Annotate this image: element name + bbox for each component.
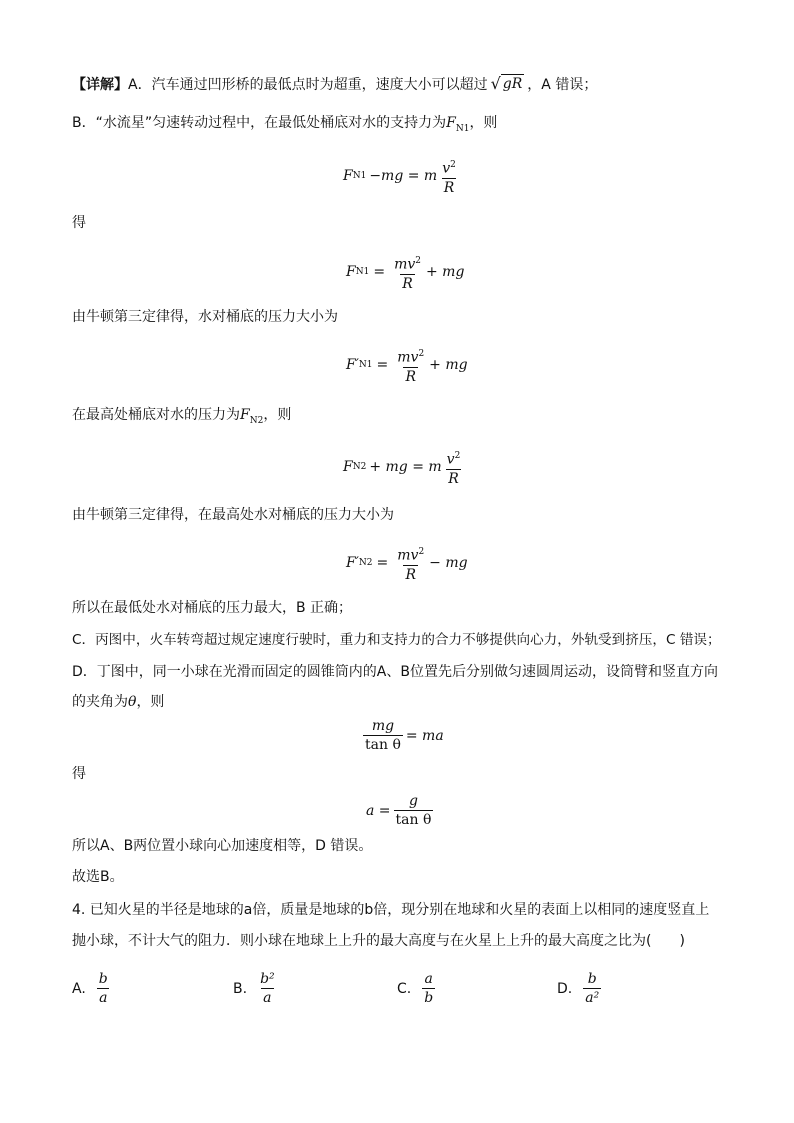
- paragraph-newton-2: 由牛顿第三定律得，在最高处水对桶底的压力大小为: [72, 507, 394, 523]
- equation-2: F N1 = $\frac{mv^2}{R}$ + mg: [346, 252, 464, 293]
- paragraph-conclusion-b: 所以在最低处水对桶底的压力最大，B 正确；: [72, 600, 353, 616]
- paragraph-b: B．“水流星”匀速转动过程中，在最低处桶底对水的支持力为$F_{N1}$，则: [72, 115, 498, 134]
- fraction: $\frac{v^2}{R}$: [442, 160, 456, 196]
- equation-4: F N2 + mg = m $\frac{v^2}{R}$: [343, 447, 465, 488]
- fraction: $\frac{mv^2}{R}$: [394, 256, 421, 292]
- equation-1: F N1 −mg = m $\frac{v^2}{R}$: [343, 156, 461, 197]
- option-b[interactable]: B. $\frac{\text{b²}}{a}$: [233, 971, 275, 1006]
- symbol-fn1: $F_{N1}$: [446, 115, 470, 134]
- answer-line: 故选B。: [72, 869, 124, 885]
- word-de-2: 得: [72, 766, 86, 782]
- equation-7: a = $\frac{g}{\text{tan θ}}$: [366, 793, 432, 828]
- equation-6: $\frac{mg}{\text{tan θ}}$ = ma: [365, 718, 444, 753]
- option-d[interactable]: D. $\frac{b}{\text{a²}}$: [557, 971, 600, 1006]
- fraction: $\frac{v^2}{R}$: [446, 451, 461, 487]
- equation-5: F′ N2 = $\frac{mv^2}{R}$ − mg: [346, 543, 468, 584]
- detail-bracket: 【详解】: [72, 77, 128, 93]
- equation-3: F′ N1 = $\frac{mv^2}{R}$ + mg: [346, 345, 468, 386]
- fraction: $\frac{g}{\text{tan θ}}$: [395, 793, 432, 828]
- paragraph-a: 【详解】A．汽车通过凹形桥的最低点时为超重，速度大小可以超过 √ gR ，A 错误；: [72, 74, 598, 93]
- question-4-line-2: 抛小球，不计大气的阻力．则小球在地球上上升的最大高度与在火星上上升的最大高度之比为( ): [72, 933, 685, 949]
- option-a-text: A．汽车通过凹形桥的最低点时为超重，速度大小可以超过: [128, 77, 488, 93]
- symbol-fn2: $F_{N2}$: [240, 407, 264, 426]
- paragraph-c: C．丙图中，火车转弯超过规定速度行驶时，重力和支持力的合力不够提供向心力，外轨受到挤压，C 错误；: [72, 632, 721, 648]
- question-4-line-1: 4. 已知火星的半径是地球的a倍，质量是地球的b倍，现分别在地球和火星的表面上以相同的速度竖直上: [72, 902, 710, 918]
- word-de-1: 得: [72, 215, 86, 231]
- fraction: $\frac{mv^2}{R}$: [397, 547, 425, 583]
- fraction: $\frac{mg}{\text{tan θ}}$: [365, 718, 401, 753]
- fraction: $\frac{mv^2}{R}$: [397, 349, 425, 385]
- sqrt-gr: √ gR: [490, 74, 523, 93]
- paragraph-newton-1: 由牛顿第三定律得，水对桶底的压力大小为: [72, 309, 338, 325]
- option-c[interactable]: C. $\frac{a}{b}$: [397, 971, 434, 1006]
- paragraph-top: 在最高处桶底对水的压力为$F_{N2}$，则: [72, 407, 292, 426]
- paragraph-d-2: 的夹角为θ，则: [72, 694, 165, 710]
- paragraph-d-1: D．丁图中，同一小球在光滑而固定的圆锥筒内的A、B位置先后分别做匀速圆周运动，设筒臂和竖直方向: [72, 664, 718, 680]
- paragraph-conclusion-d: 所以A、B两位置小球向心加速度相等，D 错误。: [72, 838, 373, 854]
- option-a[interactable]: A. $\frac{b}{a}$: [72, 971, 108, 1006]
